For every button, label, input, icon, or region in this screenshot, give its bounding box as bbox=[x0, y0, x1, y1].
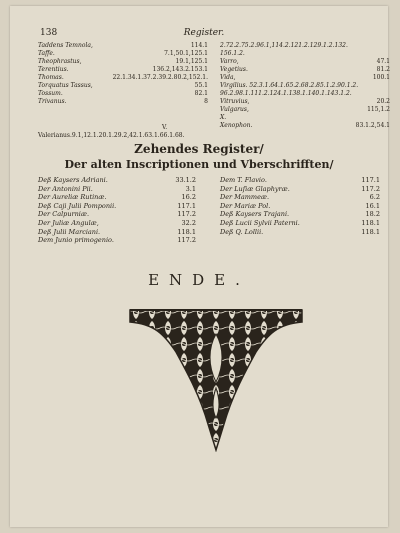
register-entry-name: Terentius. bbox=[38, 66, 69, 73]
inscription-entry bbox=[38, 176, 196, 185]
register-entry bbox=[38, 66, 208, 74]
register-entry-name: Xenophon. bbox=[220, 122, 253, 129]
inscription-entry-refs: 117.1 bbox=[361, 176, 380, 184]
register-entry-refs: 47.1 bbox=[376, 58, 390, 65]
register-entry-refs: 7.1,50.1,125.1 bbox=[164, 50, 208, 57]
inscription-entry-name: Der Juliæ Angulæ, bbox=[38, 218, 99, 227]
register-entry-name: Taddens Temnola, bbox=[38, 42, 93, 49]
register-entry-refs: 114.1 bbox=[190, 42, 208, 49]
inscription-entry-name: Dem Junio primogenio. bbox=[38, 236, 114, 245]
inscription-entry bbox=[38, 219, 196, 228]
register-entry-name: Vitruvius, bbox=[220, 98, 250, 105]
page-header bbox=[40, 28, 368, 42]
register-entry-name: 96.2.98.1.111.2.124.1.138.1.140.1.143.1.2. bbox=[220, 90, 352, 97]
inscriptions-left-column bbox=[38, 176, 196, 245]
section-subtitle: Der alten Inscriptionen und Vberschrifften/ bbox=[64, 158, 334, 171]
register-right-column bbox=[220, 42, 390, 130]
register-entry bbox=[220, 66, 390, 74]
register-valerianus-entry: Valerianus.9.1,12.1.20.1.29.2,42.1.63.1.66.1.68. bbox=[38, 132, 185, 139]
inscriptions-right-column bbox=[220, 176, 380, 236]
register-entry-refs: 55.1 bbox=[194, 82, 208, 89]
register-entry bbox=[220, 42, 390, 50]
register-entry-refs: 81.2 bbox=[376, 66, 390, 73]
inscription-entry-refs: 118.1 bbox=[361, 218, 380, 227]
inscription-entry bbox=[220, 185, 380, 194]
inscription-entry bbox=[38, 193, 196, 202]
register-entry bbox=[38, 42, 208, 50]
register-entry bbox=[220, 82, 390, 90]
ornament-tailpiece-icon bbox=[128, 304, 304, 452]
register-entry bbox=[38, 98, 208, 106]
register-entry-refs: 20.2 bbox=[376, 98, 390, 105]
register-entry-refs: 83.1.2,54.1 bbox=[355, 122, 390, 129]
inscription-entry bbox=[220, 193, 380, 202]
register-entry-name: Vegetius. bbox=[220, 66, 248, 73]
inscription-entry-refs: 117.2 bbox=[177, 210, 196, 219]
inscription-entry bbox=[220, 219, 380, 228]
register-left-column bbox=[38, 42, 208, 106]
register-entry-refs: 22.1.34.1.37.2.39.2.80.2,152.1. bbox=[112, 74, 208, 81]
register-entry-name: Virgilius. 52.3.1.64.1.65.2.68.2.85.1.2.90.1.2. bbox=[220, 82, 359, 89]
register-entry-name: Trivanus. bbox=[38, 98, 67, 105]
inscription-entry-refs: 117.2 bbox=[177, 236, 196, 245]
register-entry-name: Vulgarus, bbox=[220, 106, 249, 113]
register-entry-name: Tossum. bbox=[38, 90, 63, 97]
register-entry-refs: 136.2,143.2.153.1 bbox=[152, 66, 208, 73]
register-entry bbox=[220, 50, 390, 58]
inscription-entry-name: Dem T. Flavio. bbox=[220, 176, 267, 184]
inscription-entry-refs: 3.1 bbox=[185, 184, 196, 193]
inscription-entry bbox=[38, 185, 196, 194]
register-entry bbox=[220, 114, 390, 122]
inscription-entry-refs: 16.2 bbox=[181, 193, 196, 202]
running-head: Register. bbox=[183, 28, 225, 38]
inscription-entry-name: Deß Q. Lollii. bbox=[220, 227, 264, 236]
inscription-entry-refs: 18.2 bbox=[365, 210, 380, 219]
inscription-entry-refs: 6.2 bbox=[369, 193, 380, 202]
register-entry bbox=[38, 74, 208, 82]
section-title: Zehendes Register/ bbox=[134, 142, 264, 156]
register-entry-refs: 100.1 bbox=[372, 74, 390, 81]
register-entry bbox=[220, 106, 390, 114]
register-entry-refs: 19.1,125.1 bbox=[175, 58, 208, 65]
register-entry-name: Thomas. bbox=[38, 74, 64, 81]
register-entry bbox=[38, 50, 208, 58]
register-entry-name: Varro, bbox=[220, 58, 239, 65]
register-entry bbox=[220, 98, 390, 106]
inscription-entry bbox=[38, 228, 196, 237]
inscription-entry-name: Deß Caji Julii Pomponii. bbox=[38, 201, 117, 210]
register-entry bbox=[220, 122, 390, 130]
inscription-entry-name: Deß Kaysers Adriani. bbox=[38, 176, 108, 184]
inscription-entry-refs: 117.2 bbox=[361, 184, 380, 193]
inscription-entry-name: Der Calpurniæ. bbox=[38, 210, 90, 219]
register-entry-name: Torquatus Tassus, bbox=[38, 82, 93, 89]
inscription-entry-name: Der Antonini Pii. bbox=[38, 184, 93, 193]
register-entry bbox=[220, 74, 390, 82]
inscription-entry-name: Der Mammeæ. bbox=[220, 193, 270, 202]
register-entry-name: X. bbox=[220, 114, 227, 121]
inscription-entry-refs: 118.1 bbox=[177, 227, 196, 236]
inscription-entry bbox=[38, 210, 196, 219]
register-entry bbox=[38, 58, 208, 66]
register-entry-name: Vida, bbox=[220, 74, 236, 81]
inscription-entry-refs: 33.1.2 bbox=[175, 176, 196, 184]
register-entry-refs: 115,1.2 bbox=[367, 106, 390, 113]
inscription-entry-refs: 117.1 bbox=[177, 201, 196, 210]
register-entry bbox=[38, 82, 208, 90]
book-page bbox=[10, 6, 388, 527]
inscription-entry bbox=[220, 202, 380, 211]
inscription-entry-name: Deß Lucii Sylvii Paterni. bbox=[220, 218, 300, 227]
inscription-entry-refs: 16.1 bbox=[365, 201, 380, 210]
register-entry-refs: 8 bbox=[204, 98, 208, 105]
inscription-entry bbox=[220, 210, 380, 219]
page-number: 138 bbox=[40, 28, 58, 38]
inscription-entry-name: Der Aureliæ Rutinæ. bbox=[38, 193, 107, 202]
register-entry-name: 156.1.2. bbox=[220, 50, 245, 57]
ende-heading: ENDE. bbox=[148, 271, 250, 289]
inscription-entry bbox=[220, 176, 380, 185]
inscription-entry bbox=[220, 228, 380, 237]
register-entry-name: Taffe. bbox=[38, 50, 55, 57]
register-entry bbox=[38, 90, 208, 98]
register-entry bbox=[220, 58, 390, 66]
inscription-entry-name: Deß Julii Marciani. bbox=[38, 227, 101, 236]
inscription-entry-name: Der Mariæ Pol. bbox=[220, 201, 271, 210]
inscription-entry-name: Der Luſiæ Glaphyræ. bbox=[220, 184, 290, 193]
inscription-entry-refs: 32.2 bbox=[181, 218, 196, 227]
inscription-entry-name: Deß Kaysers Trajani. bbox=[220, 210, 290, 219]
section-letter-v: V. bbox=[162, 124, 168, 131]
register-entry bbox=[220, 90, 390, 98]
inscription-entry bbox=[38, 202, 196, 211]
inscription-entry bbox=[38, 236, 196, 245]
inscription-entry-refs: 118.1 bbox=[361, 227, 380, 236]
register-entry-name: 2.72.2.75.2.96.1,114.2.121.2.129.1.2.132. bbox=[220, 42, 348, 49]
register-entry-name: Theophrastus, bbox=[38, 58, 82, 65]
register-entry-refs: 82.1 bbox=[194, 90, 208, 97]
